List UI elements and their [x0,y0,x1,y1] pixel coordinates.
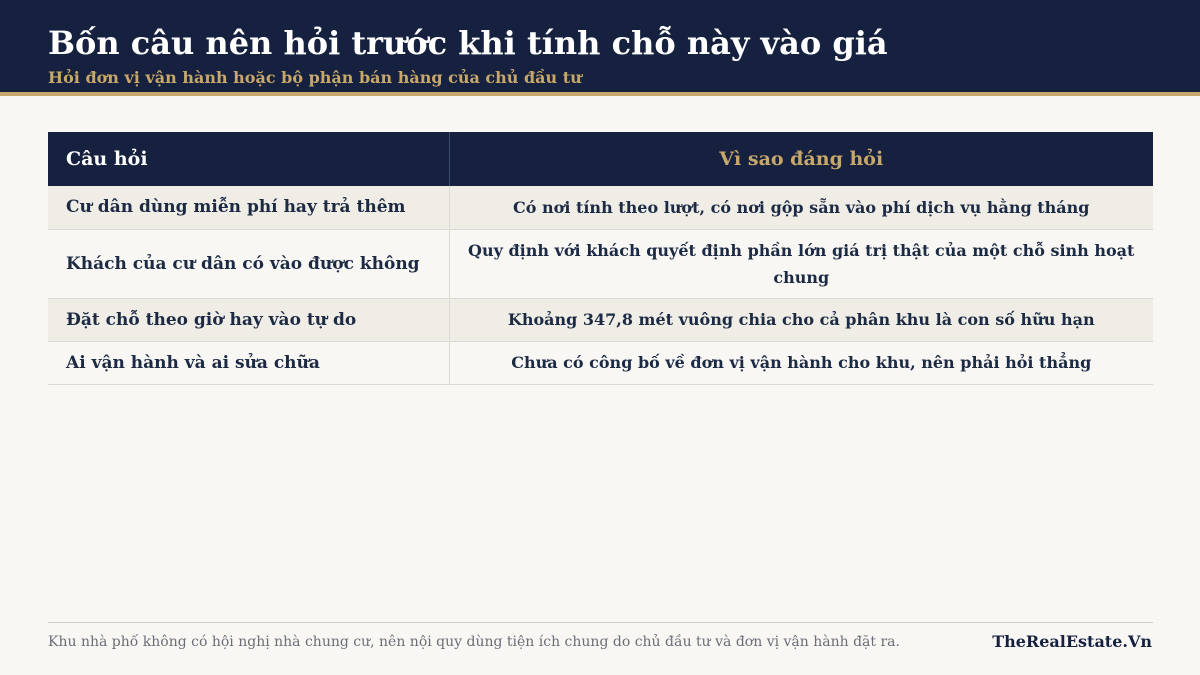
header-banner [0,0,1200,96]
brand-logo-text: TheRealEstate.Vn [992,632,1152,651]
table-row [48,341,1153,384]
reason-cell: Chưa có công bố về đơn vị vận hành cho khu, nên phải hỏi thẳng [449,341,1153,384]
reason-cell: Khoảng 347,8 mét vuông chia cho cả phân khu là con số hữu hạn [449,298,1153,341]
question-cell: Ai vận hành và ai sửa chữa [48,341,449,384]
table-row [48,298,1153,341]
question-cell: Khách của cư dân có vào được không [48,229,449,298]
reason-cell: Có nơi tính theo lượt, có nơi gộp sẵn vào phí dịch vụ hằng tháng [449,186,1153,229]
reason-cell: Quy định với khách quyết định phần lớn giá trị thật của một chỗ sinh hoạt chung [449,229,1153,298]
question-cell: Đặt chỗ theo giờ hay vào tự do [48,298,449,341]
questions-table [48,132,1153,385]
table-row [48,186,1153,229]
table-row [48,229,1153,298]
question-cell: Cư dân dùng miễn phí hay trả thêm [48,186,449,229]
table-header-row [48,132,1153,186]
page-subtitle: Hỏi đơn vị vận hành hoặc bộ phận bán hàng của chủ đầu tư [48,68,582,87]
footer-divider [48,622,1153,623]
page-title: Bốn câu nên hỏi trước khi tính chỗ này vào giá [48,24,888,62]
footer-note: Khu nhà phố không có hội nghị nhà chung cư, nên nội quy dùng tiện ích chung do chủ đầu tư và đơn vị vận hành đặt ra. [48,634,900,650]
column-header-question: Câu hỏi [48,132,449,186]
column-header-reason: Vì sao đáng hỏi [449,132,1153,186]
